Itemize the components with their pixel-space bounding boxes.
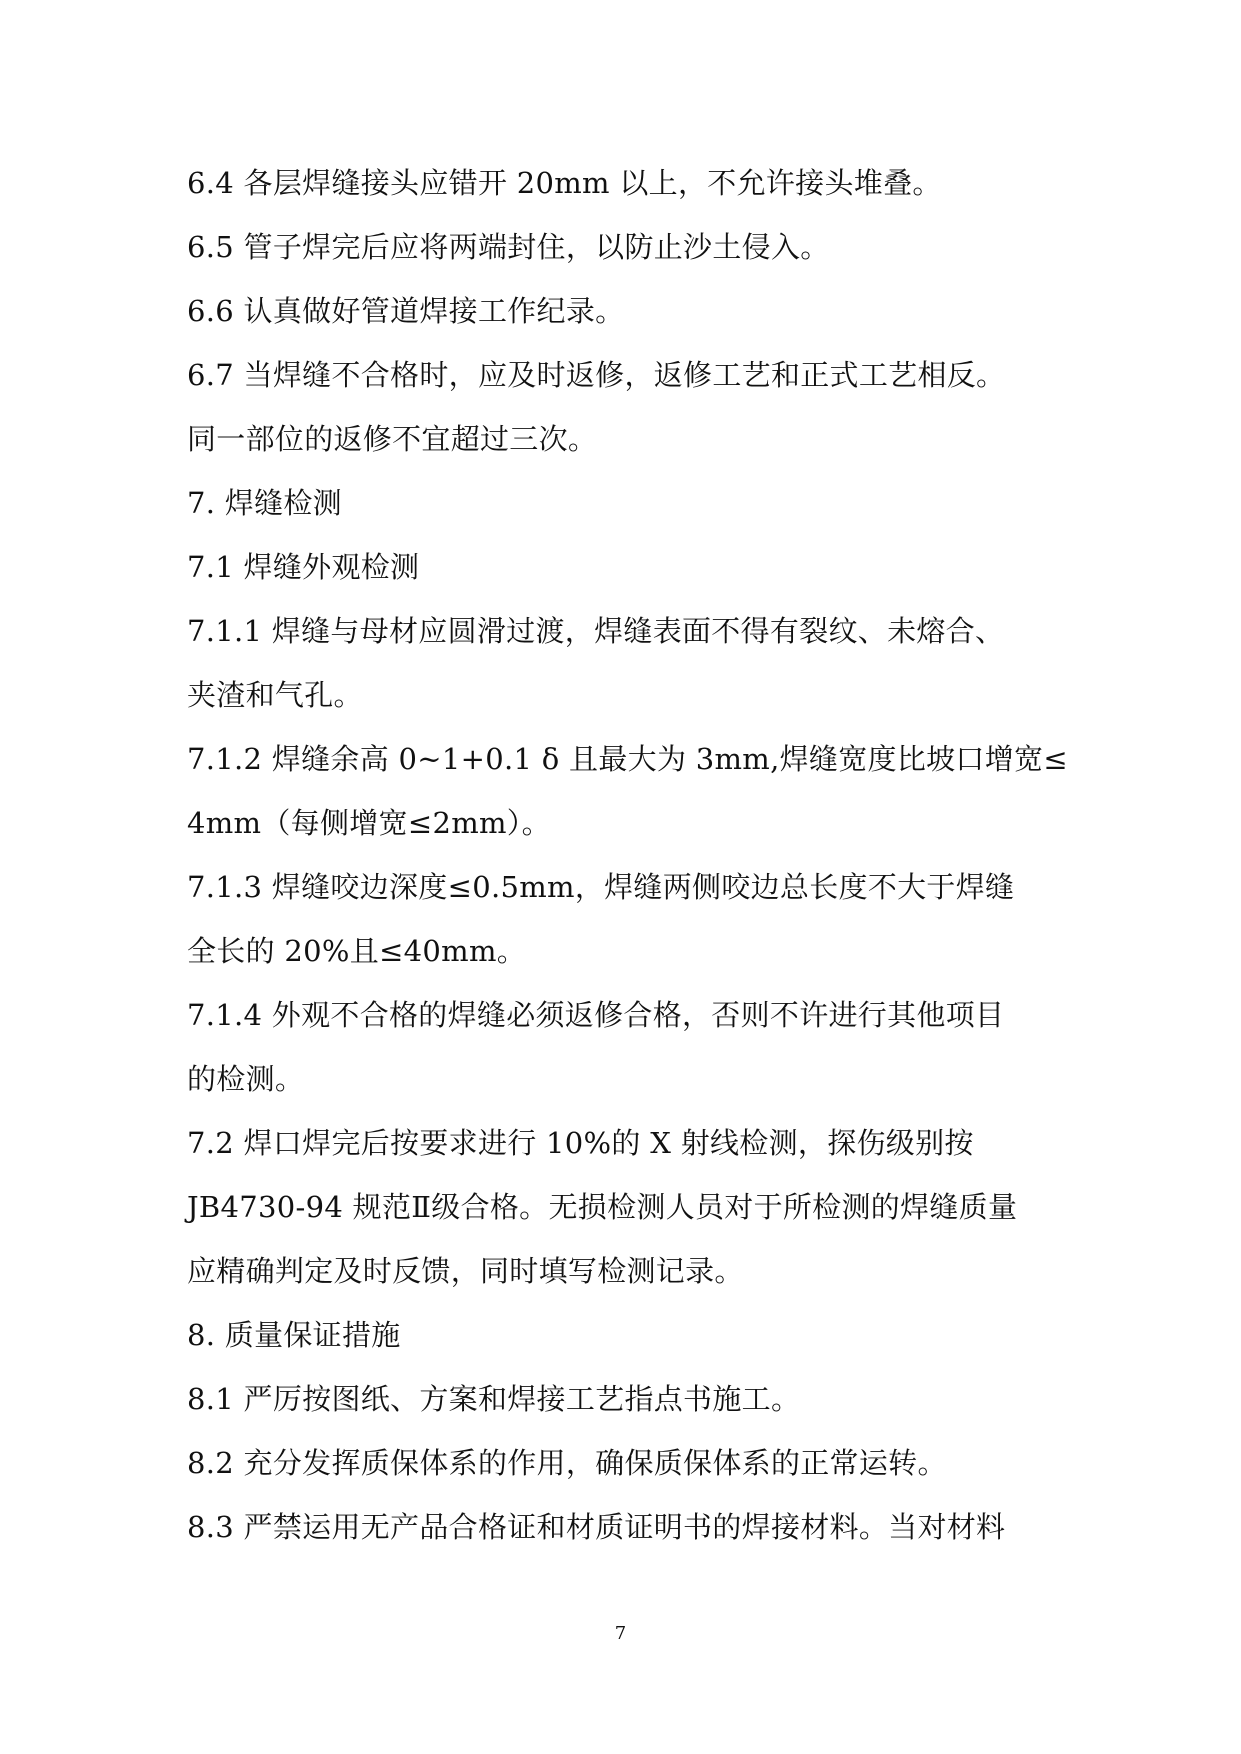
text-line: 7.1.1 焊缝与母材应圆滑过渡，焊缝表面不得有裂纹、未熔合、 <box>187 614 1005 648</box>
text-line: 7.1.2 焊缝余高 0~1+0.1 δ 且最大为 3mm,焊缝宽度比坡口增宽≤ <box>187 742 1068 776</box>
text-line: 6.4 各层焊缝接头应错开 20mm 以上，不允许接头堆叠。 <box>187 166 942 200</box>
subsection-heading: 7.1 焊缝外观检测 <box>187 550 420 584</box>
section-heading: 7. 焊缝检测 <box>187 486 342 520</box>
text-line: JB4730-94 规范Ⅱ级合格。无损检测人员对于所检测的焊缝质量 <box>187 1190 1018 1224</box>
page-number: 7 <box>614 1623 627 1644</box>
text-line: 7.1.4 外观不合格的焊缝必须返修合格，否则不许进行其他项目 <box>187 998 1005 1032</box>
text-line: 的检测。 <box>187 1062 305 1096</box>
text-line: 6.7 当焊缝不合格时，应及时返修，返修工艺和正式工艺相反。 <box>187 358 1006 392</box>
section-heading: 8. 质量保证措施 <box>187 1318 401 1352</box>
text-line: 8.3 严禁运用无产品合格证和材质证明书的焊接材料。当对材料 <box>187 1510 1006 1544</box>
text-line: 8.2 充分发挥质保体系的作用，确保质保体系的正常运转。 <box>187 1446 947 1480</box>
text-line: 6.6 认真做好管道焊接工作纪录。 <box>187 294 625 328</box>
text-line: 全长的 20%且≤40mm。 <box>187 934 527 968</box>
text-line: 6.5 管子焊完后应将两端封住，以防止沙土侵入。 <box>187 230 830 264</box>
text-line: 4mm（每侧增宽≤2mm）。 <box>187 806 551 840</box>
text-line: 7.2 焊口焊完后按要求进行 10%的 X 射线检测，探伤级别按 <box>187 1126 974 1160</box>
text-line: 应精确判定及时反馈，同时填写检测记录。 <box>187 1254 744 1288</box>
text-line: 同一部位的返修不宜超过三次。 <box>187 422 598 456</box>
text-line: 8.1 严厉按图纸、方案和焊接工艺指点书施工。 <box>187 1382 801 1416</box>
text-line: 7.1.3 焊缝咬边深度≤0.5mm，焊缝两侧咬边总长度不大于焊缝 <box>187 870 1015 904</box>
text-line: 夹渣和气孔。 <box>187 678 363 712</box>
